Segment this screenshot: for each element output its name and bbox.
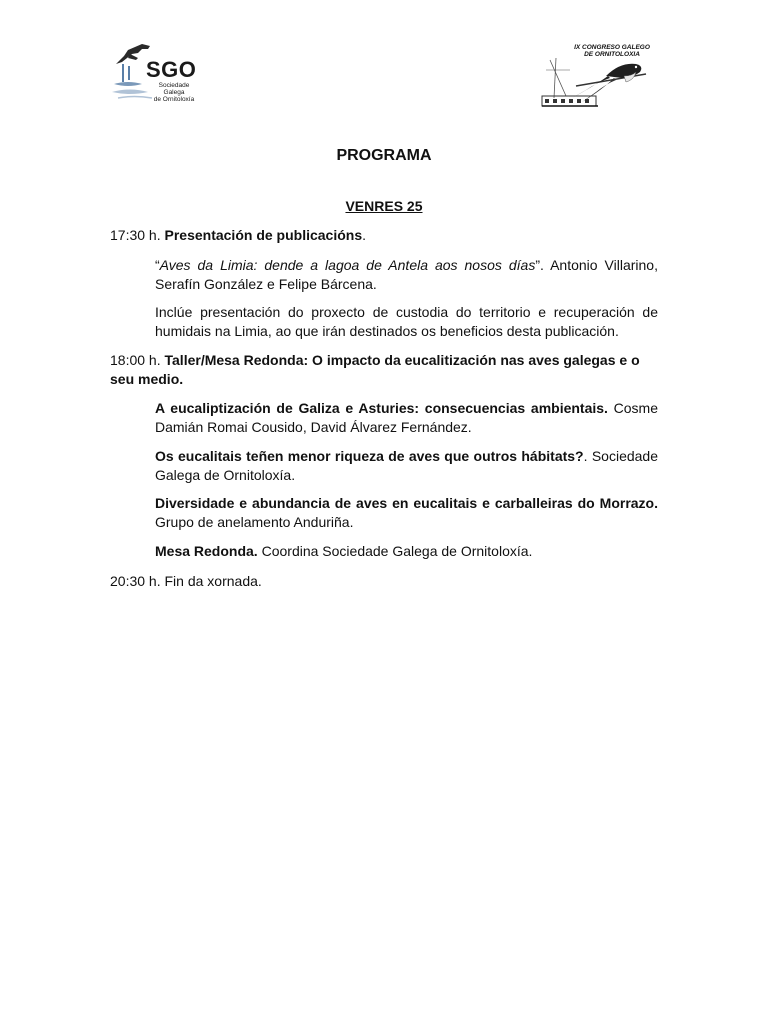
book-title: Aves da Limia: dende a lagoa de Antela aos nosos días xyxy=(159,257,536,273)
book-note: Inclúe presentación do proxecto de custodia do territorio e recuperación de humidais na Limia, ao que irán destinados os beneficios desta publicación. xyxy=(155,304,658,339)
schedule-item-1730: 17:30 h. Presentación de publicacións. xyxy=(110,227,367,243)
sgo-logo xyxy=(108,40,208,106)
item-time: 20:30 h. xyxy=(110,573,165,589)
talk-title: Mesa Redonda. xyxy=(155,543,258,559)
book-authors: . Antonio Villarino, Serafín González e Felipe Bárcena. xyxy=(155,257,658,292)
talk-title: Os eucalitais teñen menor riqueza de aves que outros hábitats? xyxy=(155,448,584,464)
talk-title: Diversidade e abundancia de aves en eucalitais e carballeiras do Morrazo. xyxy=(155,495,658,511)
sgo-full-name: Sociedade Galega de Ornitoloxía xyxy=(153,82,195,103)
talk-speakers: Coordina Sociedade Galega de Ornitoloxía. xyxy=(257,543,533,559)
talk-speakers: Grupo de anelamento Anduriña. xyxy=(155,514,354,530)
book-entry: “Aves da Limia: dende a lagoa de Antela aos nosos días”. Antonio Villarino, Serafín González e Felipe Bárcena. xyxy=(155,257,658,292)
congress-logo-title: IX CONGRESO GALEGO DE ORNITOLOXIA xyxy=(574,44,650,58)
day-heading: VENRES 25 xyxy=(345,198,423,214)
item-title: Presentación de publicacións xyxy=(164,227,363,243)
congress-logo xyxy=(536,40,660,110)
talk-1 xyxy=(155,399,658,437)
talk-speakers: . Sociedade Galega de Ornitoloxía. xyxy=(155,448,658,483)
sgo-abbreviation: SGO xyxy=(146,57,197,82)
talk-title: A eucaliptización de Galiza e Asturies: consecuencias ambientais. xyxy=(155,400,608,416)
schedule-item-2030 xyxy=(110,572,658,591)
swallow-illustration-icon xyxy=(536,40,660,110)
schedule-item-1800 xyxy=(110,351,658,389)
item-title: Taller/Mesa Redonda: O impacto da eucalitización nas aves galegas e o seu medio. xyxy=(110,352,640,387)
item-text: Fin da xornada. xyxy=(164,573,262,589)
item-time: 18:00 h. xyxy=(110,352,165,368)
talk-2 xyxy=(155,447,658,485)
page-title: PROGRAMA xyxy=(336,147,432,164)
item-time: 17:30 h. xyxy=(110,227,165,243)
talk-4 xyxy=(155,542,658,561)
talk-speakers: Cosme Damián Romai Cousido, David Álvarez Fernández. xyxy=(155,400,659,435)
talk-3 xyxy=(155,494,658,532)
